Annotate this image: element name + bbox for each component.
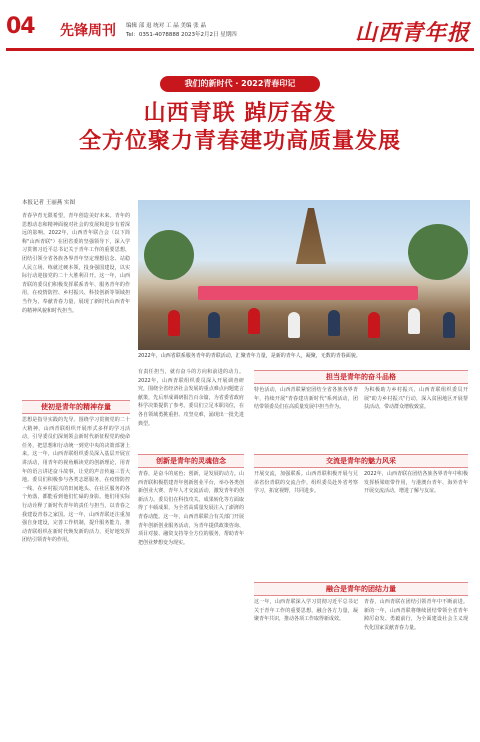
contact-date-line: Tel：0351-4078888 2023年2月2日 星期四 xyxy=(126,32,237,38)
section-title: 使初是青年的精神存量 xyxy=(22,400,130,414)
photo-person xyxy=(368,312,380,338)
masthead-info xyxy=(126,22,237,40)
section-title: 创新是青年的灵魂信念 xyxy=(138,454,244,468)
article-paragraph: 青春孕育无限希望，青年创造美好未来。青年的思想动态和精神面貌对社会的发展和进步有着深远的影响。2022年，山西青年联合会（以下简称"山西青联"）在团省委的坚强领导下，深入学习贯彻习近平总书记关于青年工作的重要思想，团结引领全省各族各界青年坚定理想信念、站稳人民立场、练就过硬本领，投身强国建设，以实际行动迎接党的二十大胜利召开。这一年，山西青联的委员们积极发挥联系青年、服务青年的作用，在疫情防控、乡村振兴、科技创新等领域担当作为，奉献青春力量，展现了新时代山西青年的精神风貌和时代担当。 xyxy=(22,213,130,314)
headline-line-1: 山西青联 踔厉奋发 xyxy=(143,101,337,126)
byline: 本报记者 王丽燕 实图 xyxy=(22,200,75,206)
article-paragraph: 有责任担当，就有奋斗的方向和前进的动力。2022年，山西青联组织委员深入开展调查研究，围绕全省经济社会发展的重点难点问题建言献策，先后形成调研报告百余篇，为省委省政府科学决策提供了参考。委员们立足本职岗位，在各自领域勇挑重担、攻坚克难，涌现出一批先进典型。 xyxy=(138,369,244,427)
article-paragraph: 特色活动，山西青联紧密团结全省各族各界青年，持续开展"青春建功新时代"系列活动，团结带领委员们在高质量发展中担当作为。 xyxy=(254,387,358,411)
photo-person xyxy=(168,310,180,336)
section-title: 融合是青年的团结力量 xyxy=(254,582,468,596)
page-header xyxy=(0,0,480,52)
photo-person xyxy=(408,308,420,334)
photo-person xyxy=(443,312,455,338)
article-paragraph: 开展交流，加强联系。山西青联积极开展与兄弟省份青联的交流合作，组织委员赴外省考察学习，拓宽视野，共同进步。 xyxy=(254,471,358,495)
article-paragraph: 这一年，山西青联深入学习贯彻习近平总书记关于青年工作的重要思想，融合各方力量，凝聚青年共识，推动各项工作取得新成效。 xyxy=(254,599,358,623)
photo-person xyxy=(208,312,220,338)
photo-person xyxy=(288,312,300,338)
article-paragraph: 为积极助力乡村振兴，山西青联组织委员开展"助力乡村振兴"行动，深入贫困地区开展帮扶活动，带动群众增收致富。 xyxy=(364,387,468,411)
article-paragraph: 青春，山西青联在团结引领青年中不断前进。新的一年，山西青联将继续团结带领全省青年踔厉奋发、勇毅前行，为全面建设社会主义现代化国家贡献青春力量。 xyxy=(364,599,468,631)
article-paragraph: 青春，是奋斗的底色；创新，是发展的动力。山西青联积极搭建青年创新创业平台，举办各类创新创业大赛、青年人才交流活动，激发青年的创新活力。委员们在科技攻关、成果转化等方面取得了丰硕成果，为全省高质量发展注入了澎湃的青春动能。这一年，山西青联联合有关部门开展青年创新创业服务活动，为青年提供政策咨询、项目对接、融资支持等全方位的服务，帮助青年把创业梦想变为现实。 xyxy=(138,471,244,546)
header-divider xyxy=(6,48,474,51)
headline-line-2: 全方位聚力青春建功高质量发展 xyxy=(78,129,401,154)
photo-person xyxy=(328,310,340,336)
photo-event-banner xyxy=(198,286,418,300)
page-number: 04 xyxy=(6,14,35,39)
photo-person xyxy=(248,308,260,334)
article-photo xyxy=(138,200,470,350)
photo-tree xyxy=(144,230,194,280)
photo-pagoda xyxy=(296,208,326,264)
section-title: 交流是青年的魅力风采 xyxy=(254,454,468,468)
section-name: 先锋周刊 xyxy=(60,23,116,39)
newspaper-logo: 山西青年报 xyxy=(354,20,470,46)
editor-line: 编辑 部 退 统对 工 晶 美编 张 晶 xyxy=(126,23,206,29)
photo-caption: 2022年，山西省联系服务青年的青联活动，汇聚青年力量，是新的青年人，凝聚，无数的青春面貌。 xyxy=(138,353,361,359)
article-paragraph: 2022年，山西青联在团结各族各界青年中积极发挥桥梁纽带作用，与港澳台青年、海外青年开展交流活动，增进了解与友谊。 xyxy=(364,471,468,495)
photo-tree xyxy=(408,224,468,280)
section-title: 担当是青年的奋斗品格 xyxy=(254,370,468,384)
article-paragraph: 思想是指导实践的先导。围绕学习贯彻党的二十大精神，山西青联组织开展形式多样的学习活动，引导委员们深刻领会新时代新征程党的使命任务，把思想和行动统一到党中央的决策部署上来。这一年，山西青联组织委员深入基层开展宣讲活动，用青年的视角解读党的创新理论，用青年的语言讲述奋斗故事，让党的声音传遍三晋大地。委员们积极参与各类志愿服务，在疫情防控一线、在乡村振兴的田间地头、在社区服务的各个角落，都能看到他们忙碌的身影。他们用实际行动诠释了新时代青年的责任与担当，以青春之我建设青春之家国。这一年，山西青联还注重加强自身建设，完善工作机制，提升服务能力，推动青联组织在新时代焕发新的活力，更好地发挥团结引领青年的作用。 xyxy=(22,417,130,544)
topic-banner: 我们的新时代 · 2022青春印记 xyxy=(160,76,320,92)
